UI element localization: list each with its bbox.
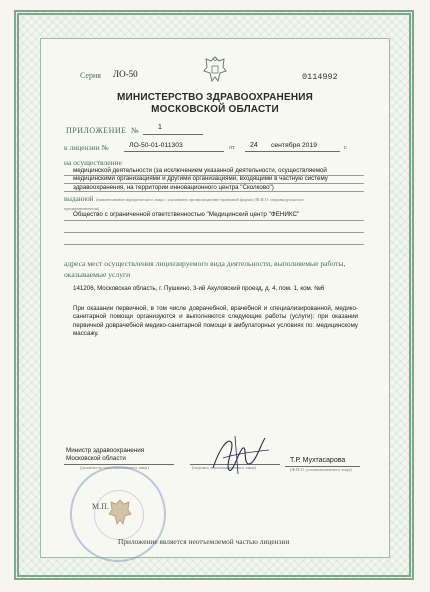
appendix-label: ПРИЛОЖЕНИЕ	[66, 126, 127, 135]
ministry-title-line2: МОСКОВСКОЙ ОБЛАСТИ	[151, 104, 279, 115]
license-from-label: от	[229, 144, 236, 151]
signatory-position-line1: Министр здравоохранения	[66, 447, 145, 454]
organization-underline	[64, 220, 364, 221]
appendix-number: 1	[158, 124, 162, 131]
license-year-suffix: г.	[344, 144, 348, 151]
signatory-name: Т.Р. Мухтасарова	[290, 457, 346, 464]
footer-note: Приложение является неотъемлемой частью лицензии	[118, 537, 290, 546]
issued-note-2: предпринимателя)	[64, 206, 100, 211]
handwritten-signature	[205, 430, 275, 478]
signature-note: (подпись уполномоченного лица)	[192, 465, 256, 470]
license-month-year: сентября 2019	[271, 142, 318, 149]
appendix-underline	[143, 134, 203, 135]
blank-rule-2	[64, 244, 364, 245]
activity-label: на осуществление	[64, 158, 122, 167]
services-text: При оказании первичной, в том числе доврачебной, врачебной и специализированной, медико-санитарной помощи организуются и выполняются следующие работы (услуги): при оказании первичной доврачебной медико-санитарной помощи в амбулаторных условиях по: медицинскому массажу.	[73, 305, 358, 337]
seal-emblem-icon	[107, 498, 133, 528]
license-date-underline	[245, 151, 340, 152]
license-prefix: к лицензии №	[64, 143, 109, 152]
license-number: ЛО-50-01-011303	[129, 142, 183, 149]
organization-name: Общество с ограниченной ответственностью "Медицинский центр "ФЕНИКС"	[73, 211, 300, 218]
official-seal	[70, 466, 166, 562]
position-note: (должность уполномоченного лица)	[80, 465, 149, 470]
activity-text: медицинской деятельности (за исключением указанной деятельности, осуществляемой медицинскими организациями и другими организациями, входящими в частную систему здравоохранения, на территории инновационного центра "Сколково")	[73, 167, 328, 191]
coat-of-arms-icon	[202, 55, 228, 85]
activity-rule-1	[64, 175, 364, 176]
address-text: 141206, Московская область, г. Пушкино, 3-ий Акуловский проезд, д. 4, пом. 1, ком. №6	[73, 285, 325, 292]
activity-rule-3	[64, 191, 364, 192]
form-number: 0114992	[302, 72, 338, 82]
ministry-title-line1: МИНИСТЕРСТВО ЗДРАВООХРАНЕНИЯ	[116, 92, 314, 103]
issued-note-1: (наименование юридического лица с указанием организационно-правовой формы (Ф.И.О. индивидуального	[96, 197, 304, 202]
license-number-underline	[124, 151, 224, 152]
signatory-position-line2: Московской области	[66, 455, 126, 462]
issued-label: выданной	[64, 195, 94, 203]
name-note: (Ф.И.О. уполномоченного лица)	[290, 467, 352, 472]
license-day: 24	[250, 142, 258, 149]
series-value: ЛО-50	[113, 69, 138, 79]
address-section-heading: адреса мест осуществления лицензируемого вида деятельности, выполняемые работы, оказываемые услуги	[64, 259, 346, 279]
series-label: Серия	[80, 71, 101, 80]
appendix-num-sign: №	[131, 126, 139, 135]
blank-rule-1	[64, 232, 364, 233]
seal-mark-label: М.П.	[92, 502, 109, 511]
activity-rule-2	[64, 183, 364, 184]
